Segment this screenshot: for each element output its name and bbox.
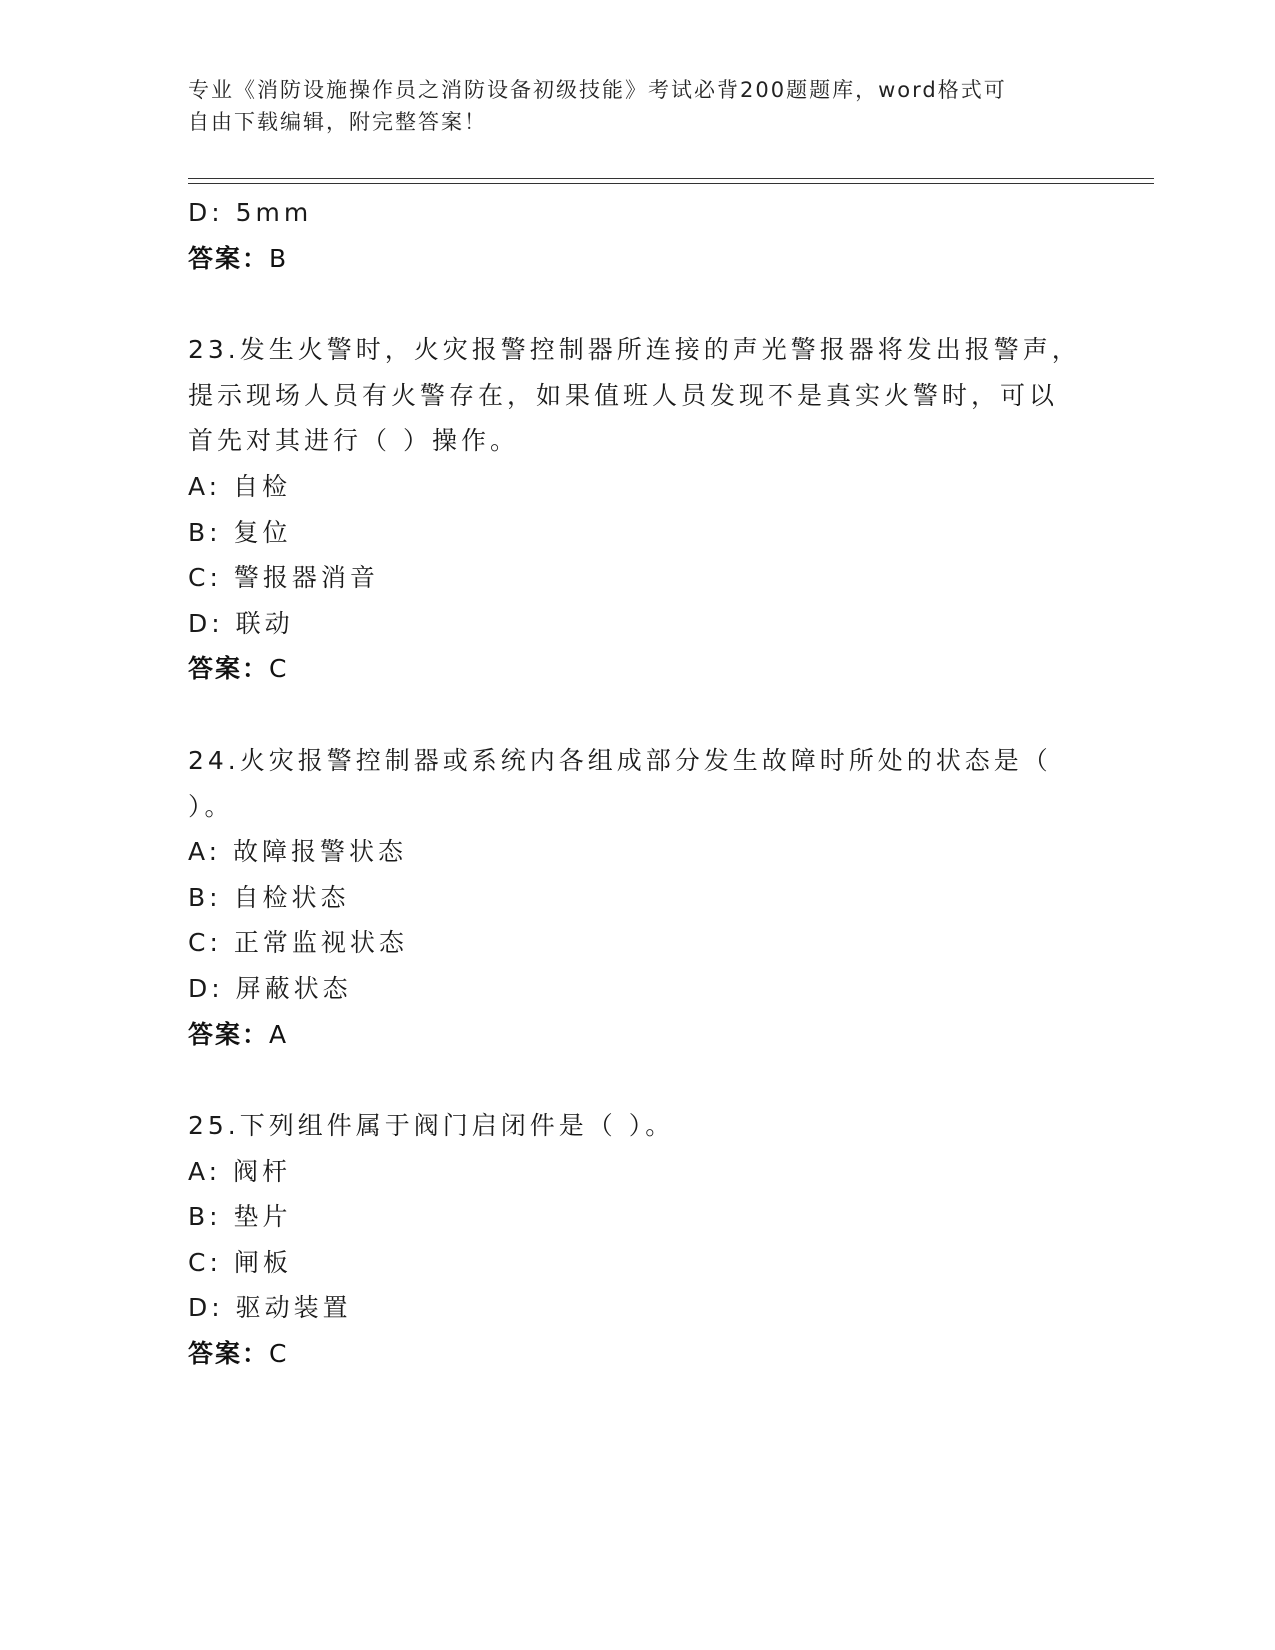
answer-value: C bbox=[269, 654, 289, 684]
question-24-line-2: ）。 bbox=[188, 791, 234, 821]
question-25-option-a: A: 阀杆 bbox=[188, 1156, 292, 1186]
answer-value: A bbox=[269, 1019, 289, 1049]
question-24-option-a: A: 故障报警状态 bbox=[188, 837, 408, 867]
question-23-line-3: 首先对其进行（ ）操作。 bbox=[188, 426, 519, 456]
question-23-option-c: C: 警报器消音 bbox=[188, 563, 379, 593]
header-title-line-1: 专业《消防设施操作员之消防设备初级技能》考试必背200题题库，word格式可 bbox=[188, 78, 1007, 102]
question-23-option-a: A: 自检 bbox=[188, 471, 292, 501]
question-23-option-d: D: 联动 bbox=[188, 608, 294, 638]
answer-label: 答案： bbox=[188, 1019, 270, 1049]
answer-label: 答案： bbox=[188, 243, 270, 273]
question-25-answer bbox=[188, 1331, 1088, 1377]
question-23-line-1: 23.发生火警时，火灾报警控制器所连接的声光警报器将发出报警声， bbox=[188, 335, 1081, 365]
question-list bbox=[188, 190, 1088, 1377]
question-25-line-1: 25.下列组件属于阀门启闭件是（ ）。 bbox=[188, 1111, 675, 1141]
question-23-line-2: 提示现场人员有火警存在，如果值班人员发现不是真实火警时，可以 bbox=[188, 380, 1059, 410]
question-24-option-d: D: 屏蔽状态 bbox=[188, 973, 352, 1003]
question-23 bbox=[188, 327, 1081, 464]
question-23-option-b: B: 复位 bbox=[188, 517, 292, 547]
page-header bbox=[188, 74, 1068, 138]
question-24 bbox=[188, 738, 1068, 829]
question-24-option-c: C: 正常监视状态 bbox=[188, 928, 408, 958]
prev-answer bbox=[188, 236, 1088, 282]
question-24-line-1: 24.火灾报警控制器或系统内各组成部分发生故障时所处的状态是（ bbox=[188, 745, 1052, 775]
header-divider-bottom bbox=[188, 183, 1154, 184]
spacer bbox=[188, 1057, 1088, 1103]
answer-value: C bbox=[269, 1339, 289, 1369]
question-25-option-d: D: 驱动装置 bbox=[188, 1293, 352, 1323]
question-25-option-b: B: 垫片 bbox=[188, 1202, 292, 1232]
answer-value: B bbox=[269, 243, 289, 273]
question-24-answer bbox=[188, 1012, 1088, 1058]
prev-option-d: D: 5mm bbox=[188, 198, 313, 227]
header-divider-top bbox=[188, 178, 1154, 179]
question-24-option-b: B: 自检状态 bbox=[188, 882, 350, 912]
question-25-option-c: C: 闸板 bbox=[188, 1247, 292, 1277]
question-23-answer bbox=[188, 646, 1088, 692]
question-25 bbox=[188, 1103, 1068, 1149]
answer-label: 答案： bbox=[188, 654, 270, 684]
answer-label: 答案： bbox=[188, 1339, 270, 1369]
spacer bbox=[188, 281, 1088, 327]
header-title-line-2: 自由下载编辑，附完整答案！ bbox=[188, 110, 487, 134]
spacer bbox=[188, 692, 1088, 738]
